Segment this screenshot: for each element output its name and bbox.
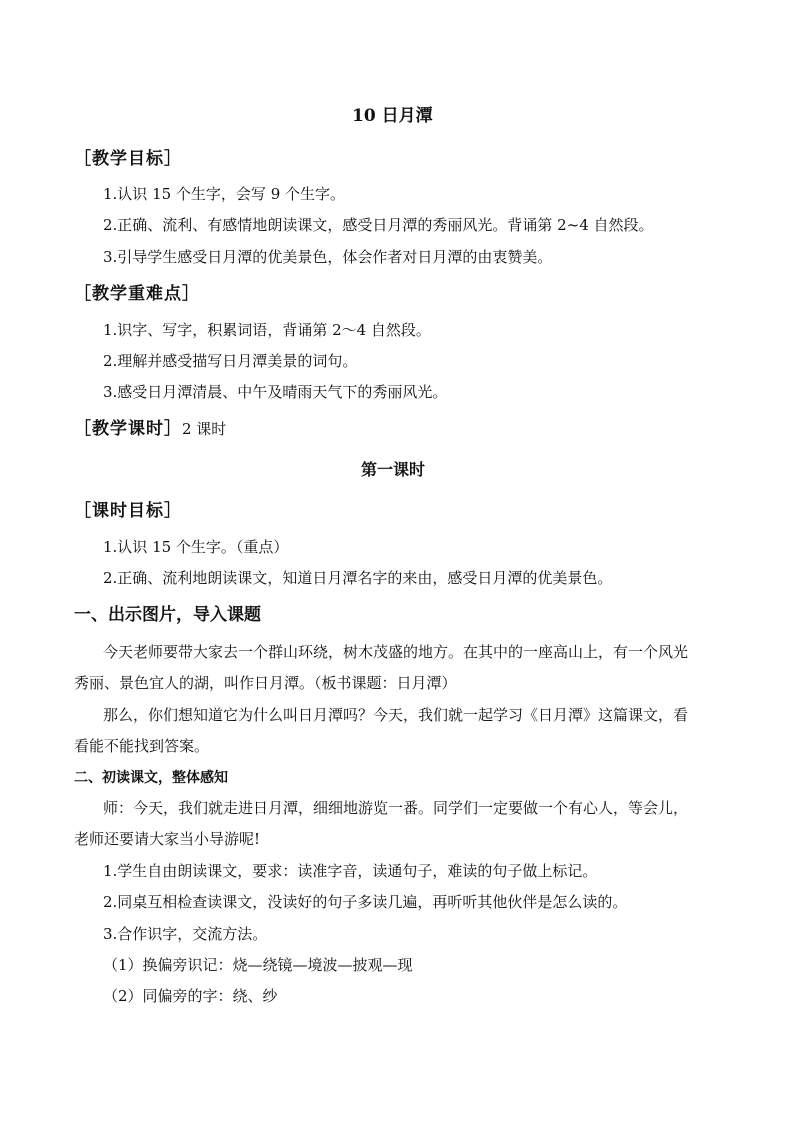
goal-item: 1.认识 15 个生字，会写 9 个生字。 <box>103 185 346 203</box>
goal-item: 2.正确、流利、有感情地朗读课文，感受日月潭的秀丽风光。背诵第 2~4 自然段。 <box>103 216 654 234</box>
paragraph-line: 师：今天，我们就走进日月潭，细细地游览一番。同学们一定要做一个有心人，等会儿， <box>103 799 689 817</box>
lesson-goals-heading: ［课时目标］ <box>74 501 182 521</box>
paragraph-line: 老师还要请大家当小导游呢! <box>74 830 261 848</box>
step-subitem: （2）同偏旁的字：绕、纱 <box>103 987 278 1005</box>
section-two-heading: 二、初读课文，整体感知 <box>74 770 228 786</box>
key-point-item: 2.理解并感受描写日月潭美景的词句。 <box>103 352 358 370</box>
paragraph-line: 今天老师要带大家去一个群山环绕，树木茂盛的地方。在其中的一座高山上，有一个风光 <box>103 643 689 661</box>
lesson-one-title: 第一课时 <box>361 460 426 479</box>
paragraph-line: 那么，你们想知道它为什么叫日月潭吗？今天，我们就一起学习《日月潭》这篇课文，看 <box>103 706 689 724</box>
key-points-heading: ［教学重难点］ <box>74 284 200 304</box>
paragraph-line: 秀丽、景色宜人的湖，叫作日月潭。（板书课题：日月潭） <box>74 674 457 692</box>
section-one-heading: 一、出示图片，导入课题 <box>74 605 261 625</box>
paragraph-line: 看能不能找到答案。 <box>74 737 210 755</box>
step-item: 2.同桌互相检查读课文，没读好的句子多读几遍，再听听其他伙伴是怎么读的。 <box>103 893 628 911</box>
lesson-goal-item: 1.认识 15 个生字。（重点） <box>103 538 289 556</box>
teaching-goals-heading: ［教学目标］ <box>74 149 182 169</box>
key-point-item: 3.感受日月潭清晨、中午及晴雨天气下的秀丽风光。 <box>103 383 448 401</box>
teaching-hours-value: 2 课时 <box>182 420 227 438</box>
step-subitem: （1）换偏旁识记：烧—绕镜—境波—披观—现 <box>103 956 413 974</box>
key-point-item: 1.识字、写字，积累词语，背诵第 2～4 自然段。 <box>103 321 431 339</box>
step-item: 1.学生自由朗读课文，要求：读准字音，读通句子，难读的句子做上标记。 <box>103 862 598 880</box>
lesson-goal-item: 2.正确、流利地朗读课文，知道日月潭名字的来由，感受日月潭的优美景色。 <box>103 569 613 587</box>
goal-item: 3.引导学生感受日月潭的优美景色，体会作者对日月潭的由衷赞美。 <box>103 248 553 266</box>
teaching-hours-heading: ［教学课时］ <box>74 419 182 439</box>
document-title: 10 日月潭 <box>352 106 433 126</box>
teaching-hours-row <box>74 419 226 439</box>
step-item: 3.合作识字，交流方法。 <box>103 925 268 943</box>
